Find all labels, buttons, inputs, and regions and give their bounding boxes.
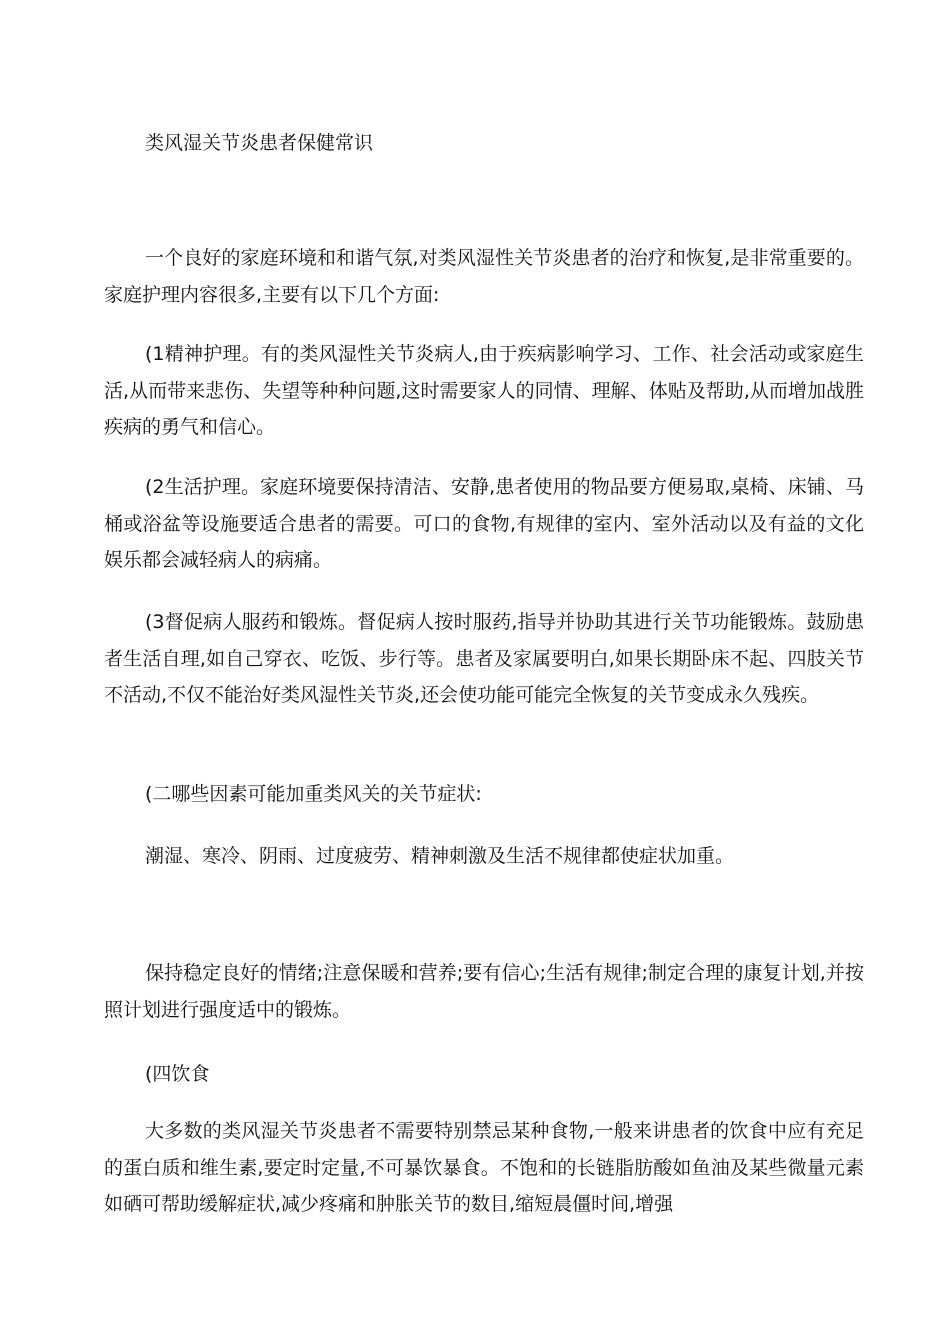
paragraph-mental-care: (1精神护理。有的类风湿性关节炎病人,由于疾病影响学习、工作、社会活动或家庭生活,从而带来悲伤、失望等种种问题,这时需要家人的同情、理解、体贴及帮助,从而增加战胜疾病的勇气和信心。 <box>104 343 864 438</box>
paragraph-intro: 一个良好的家庭环境和和谐气氛,对类风湿性关节炎患者的治疗和恢复,是非常重要的。家庭护理内容很多,主要有以下几个方面: <box>104 247 864 306</box>
paragraph-medication-exercise: (3督促病人服药和锻炼。督促病人按时服药,指导并协助其进行关节功能锻炼。鼓励患者生活自理,如自己穿衣、吃饭、步行等。患者及家属要明白,如果长期卧床不起、四肢关节不活动,不仅不能治好类风湿性关节炎,还会使功能可能完全恢复的关节变成永久残疾。 <box>104 611 864 706</box>
paragraph-diet-heading: (四饮食 <box>145 1063 210 1085</box>
paragraph-life-care: (2生活护理。家庭环境要保持清洁、安静,患者使用的物品要方便易取,桌椅、床铺、马桶或浴盆等设施要适合患者的需要。可口的食物,有规律的室内、室外活动以及有益的文化娱乐都会减轻病人的病痛。 <box>104 476 864 571</box>
paragraph-aggravating-factors: 潮湿、寒冷、阴雨、过度疲劳、精神刺激及生活不规律都使症状加重。 <box>145 845 735 867</box>
document-title: 类风湿关节炎患者保健常识 <box>145 132 374 154</box>
paragraph-recommendations: 保持稳定良好的情绪;注意保暖和营养;要有信心;生活有规律;制定合理的康复计划,并按照计划进行强度适中的锻炼。 <box>104 962 864 1021</box>
paragraph-diet: 大多数的类风湿关节炎患者不需要特别禁忌某种食物,一般来讲患者的饮食中应有充足的蛋白质和维生素,要定时定量,不可暴饮暴食。不饱和的长链脂肪酸如鱼油及某些微量元素如硒可帮助缓解症状,减少疼痛和肿胀关节的数目,缩短晨僵时间,增强 <box>104 1120 864 1215</box>
paragraph-aggravating-factors-heading: (二哪些因素可能加重类风关的关节症状: <box>145 783 482 805</box>
